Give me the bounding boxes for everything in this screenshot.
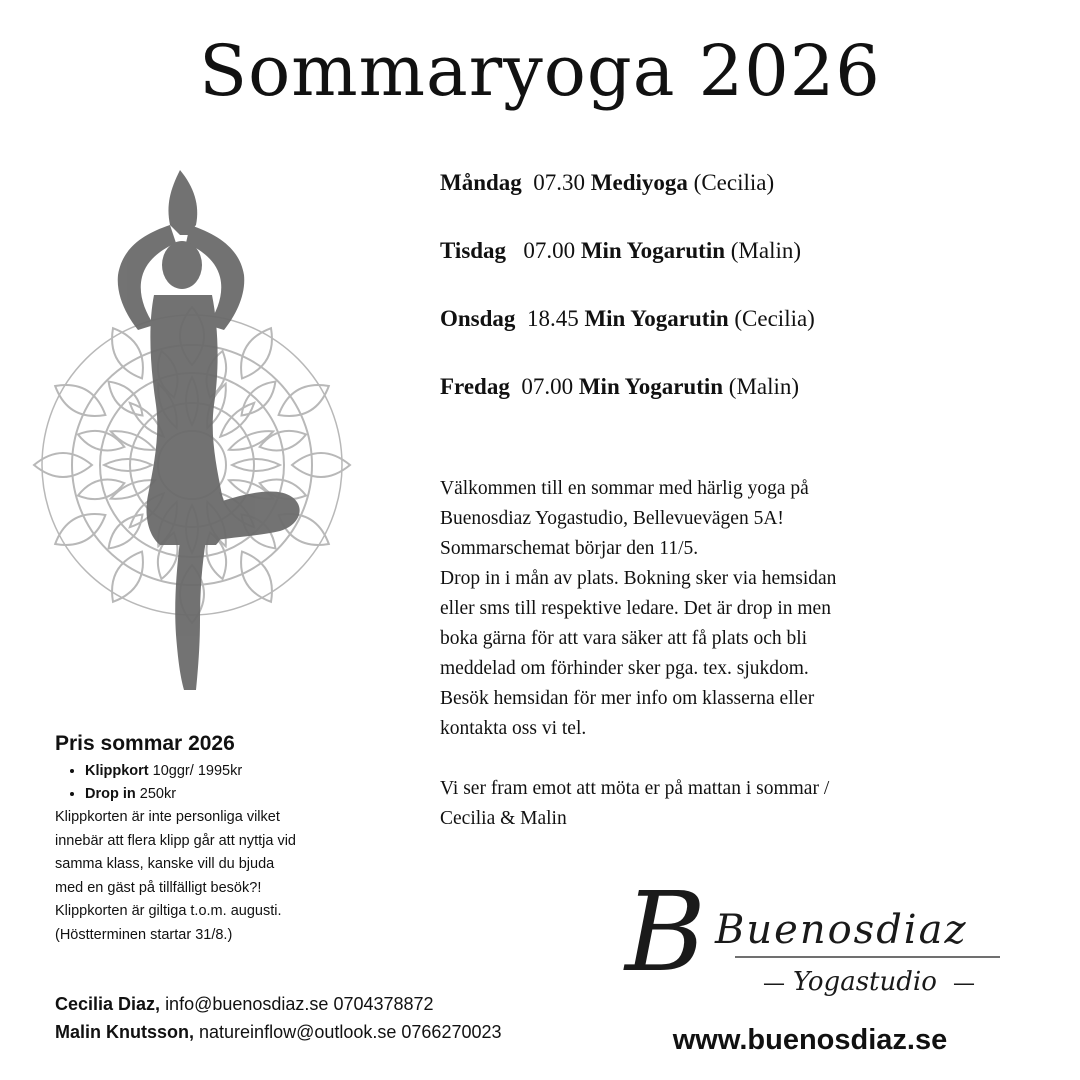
pricing-section xyxy=(55,732,385,947)
welcome-line: meddelad om förhinder sker pga. tex. sjukdom. xyxy=(440,658,809,679)
yoga-tree-pose-mandala-icon xyxy=(30,165,355,695)
note-line: Klippkorten är giltiga t.o.m. augusti. xyxy=(55,903,282,919)
website-link[interactable]: www.buenosdiaz.se xyxy=(672,1024,948,1056)
welcome-line: kontakta oss vi tel. xyxy=(440,718,587,739)
logo-letter-b: B xyxy=(625,875,706,996)
schedule-row-friday xyxy=(440,370,1060,438)
schedule-class: Min Yogarutin xyxy=(580,238,726,263)
welcome-line: Sommarschemat börjar den 11/5. xyxy=(440,538,699,559)
class-schedule xyxy=(440,166,1060,438)
contact-details[interactable]: info@buenosdiaz.se 0704378872 xyxy=(165,994,434,1014)
welcome-line: boka gärna för att vara säker att få plats och bli xyxy=(440,628,808,649)
schedule-leader: (Cecilia) xyxy=(734,306,815,331)
mandala-petal xyxy=(232,459,280,471)
contact-name: Malin Knutsson, xyxy=(55,1022,194,1042)
schedule-time: 07.00 xyxy=(521,374,574,399)
note-line: Klippkorten är inte personliga vilket xyxy=(55,809,280,825)
schedule-day: Tisdag xyxy=(440,238,507,263)
closing-line: Vi ser fram emot att möta er på mattan i sommar / xyxy=(440,778,830,799)
logo-dash-right: — xyxy=(953,971,975,996)
mandala-petal xyxy=(241,382,275,416)
price-value: 250kr xyxy=(139,786,177,802)
schedule-time: 07.30 xyxy=(533,170,586,195)
schedule-class: Min Yogarutin xyxy=(584,306,729,331)
buenosdiaz-logo xyxy=(615,875,1015,1005)
pricing-heading: Pris sommar 2026 xyxy=(55,732,235,755)
mandala-petal xyxy=(220,403,254,437)
schedule-class: Mediyoga xyxy=(590,170,688,195)
schedule-row-monday xyxy=(440,166,1060,234)
note-line: med en gäst på tillfälligt besök?! xyxy=(55,879,262,896)
logo-dash-left: — xyxy=(763,971,785,996)
contact-cecilia xyxy=(55,990,502,1018)
schedule-time: 18.45 xyxy=(526,306,579,331)
schedule-time: 07.00 xyxy=(523,238,576,263)
mandala-petal xyxy=(104,459,152,471)
contact-name: Cecilia Diaz, xyxy=(55,994,161,1014)
price-item xyxy=(85,760,385,783)
schedule-row-wednesday xyxy=(440,302,1060,370)
closing-line: Cecilia & Malin xyxy=(440,808,567,829)
note-line: samma klass, kanske vill du bjuda xyxy=(55,856,275,872)
note-line: innebär att flera klipp går att nyttja vid xyxy=(55,832,296,849)
welcome-line: Besök hemsidan för mer info om klasserna eller xyxy=(440,688,815,709)
schedule-leader: (Malin) xyxy=(730,238,802,263)
contact-details[interactable]: natureinflow@outlook.se 0766270023 xyxy=(199,1022,502,1042)
schedule-day: Fredag xyxy=(440,374,510,399)
price-item xyxy=(85,783,385,806)
schedule-leader: (Malin) xyxy=(728,374,800,399)
logo-brand: Buenosdiaz xyxy=(715,907,968,953)
mandala-petal xyxy=(109,382,143,416)
price-label: Drop in xyxy=(85,786,136,802)
mandala-petal xyxy=(109,514,143,548)
welcome-line: Drop in i mån av plats. Bokning sker via hemsidan xyxy=(440,568,837,589)
price-label: Klippkort xyxy=(85,763,149,779)
price-list xyxy=(55,760,385,806)
schedule-leader: (Cecilia) xyxy=(693,170,775,195)
welcome-text xyxy=(440,474,980,834)
price-value: 10ggr/ 1995kr xyxy=(152,763,243,779)
welcome-line: eller sms till respektive ledare. Det är drop in men xyxy=(440,598,831,619)
page-title: Sommaryoga 2026 xyxy=(199,30,881,112)
welcome-spacer xyxy=(440,744,980,774)
yoga-figure-silhouette xyxy=(118,170,300,690)
logo-tagline: Yogastudio xyxy=(793,967,937,997)
welcome-line: Välkommen till en sommar med härlig yoga på xyxy=(440,478,809,499)
welcome-line: Buenosdiaz Yogastudio, Bellevuevägen 5A! xyxy=(440,508,784,529)
note-line: (Höstterminen startar 31/8.) xyxy=(55,926,233,943)
contacts xyxy=(55,990,502,1046)
price-note xyxy=(55,806,385,947)
contact-malin xyxy=(55,1018,502,1046)
schedule-row-tuesday xyxy=(440,234,1060,302)
schedule-day: Måndag xyxy=(440,170,522,195)
schedule-class: Min Yogarutin xyxy=(578,374,724,399)
schedule-day: Onsdag xyxy=(440,306,516,331)
